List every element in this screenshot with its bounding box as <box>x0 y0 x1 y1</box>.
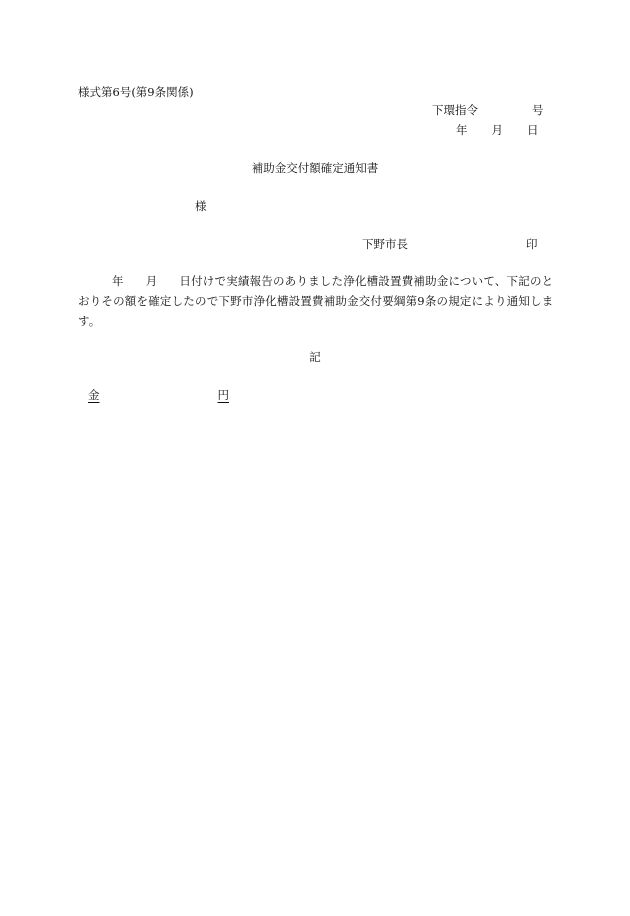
seal-mark: 印 <box>526 237 538 251</box>
issuer-name: 下野市長 <box>362 237 408 251</box>
document-number-suffix: 号 <box>532 103 544 117</box>
document-title: 補助金交付額確定通知書 <box>251 161 379 175</box>
amount-prefix: 金 <box>88 388 100 402</box>
document-number <box>432 102 544 118</box>
ki-heading: 記 <box>309 350 321 364</box>
date-day: 日 <box>527 123 539 137</box>
addressee: 様 <box>195 199 207 213</box>
body-text: 日付けで実績報告のありました浄化槽設置費補助金について、下記のとおりその額を確定したので下野市浄化槽設置費補助金交付要綱第9条の規定により通知します。 <box>78 274 554 328</box>
body-month: 月 <box>145 274 158 288</box>
issuer <box>362 236 538 252</box>
date-month: 月 <box>491 123 503 137</box>
date-year: 年 <box>456 123 468 137</box>
document-number-prefix: 下環指令 <box>432 103 478 117</box>
form-label: 様式第6号(第9条関係) <box>78 85 194 99</box>
body-paragraph <box>78 271 556 331</box>
body-year: 年 <box>112 274 124 288</box>
amount-suffix: 円 <box>217 388 229 402</box>
document-date <box>456 122 539 138</box>
amount-line <box>88 387 229 403</box>
